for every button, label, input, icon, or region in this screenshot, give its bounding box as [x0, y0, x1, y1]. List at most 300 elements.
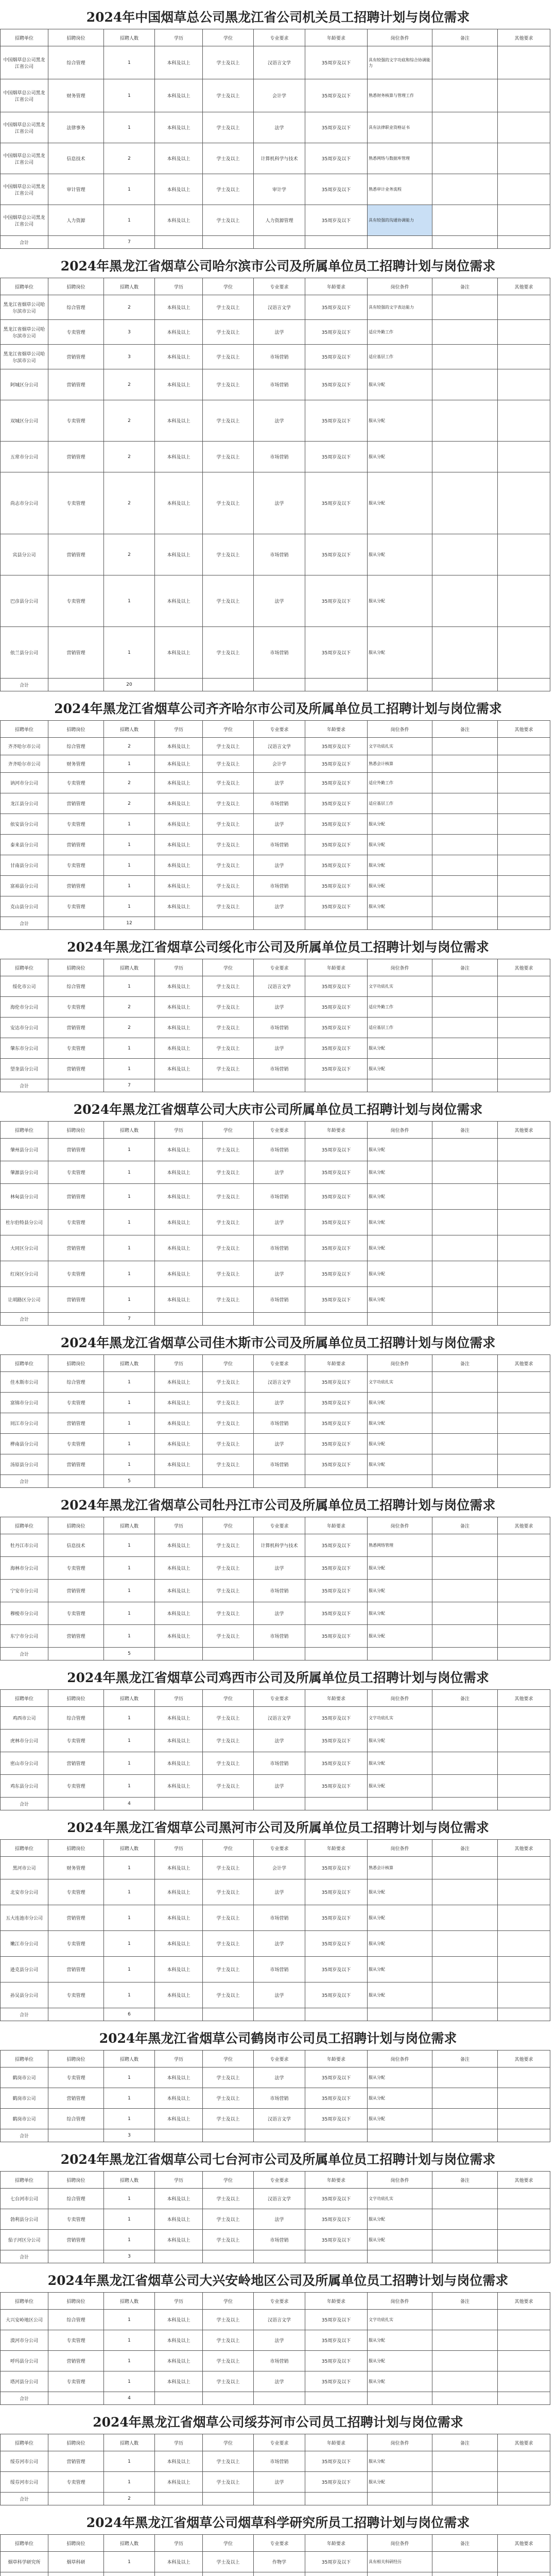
table-cell: 学士及以上 — [203, 896, 254, 917]
table-row — [1, 1393, 550, 1413]
table-cell: 杜尔伯特县分公司 — [1, 1210, 48, 1235]
total-row — [1, 2250, 550, 2263]
table-cell: 1 — [104, 835, 155, 855]
table-cell: 泰来县分公司 — [1, 835, 48, 855]
table-cell: 服从分配 — [368, 1879, 432, 1905]
table-cell: 学士及以上 — [203, 1454, 254, 1475]
table-cell: 学士及以上 — [203, 2230, 254, 2250]
table-cell: 专卖管理 — [48, 1261, 104, 1287]
section-title: 2024年黑龙江省烟草公司大兴安岭地区公司及所属单位员工招聘计划与岗位需求 — [47, 2273, 509, 2288]
table-row — [1, 1879, 550, 1905]
table-cell: 鹤岗市公司 — [1, 2088, 48, 2109]
table-cell — [155, 2572, 203, 2576]
recruitment-section — [0, 256, 556, 691]
table-cell: 营销管理 — [48, 1625, 104, 1648]
column-header: 学历 — [155, 1517, 203, 1534]
table-row — [1, 2371, 550, 2392]
column-header: 招聘人数 — [104, 1122, 155, 1139]
table-cell: 1 — [104, 1982, 155, 2008]
column-header: 岗位条件 — [368, 1122, 432, 1139]
table-cell: 具有较强的文字功底和综合协调能力 — [368, 46, 432, 79]
table-cell: 1 — [104, 1210, 155, 1235]
table-cell — [305, 917, 368, 930]
table-cell: 1 — [104, 2189, 155, 2209]
recruitment-table — [0, 2434, 550, 2505]
table-header-row — [1, 2050, 550, 2067]
total-count: 7 — [104, 1079, 155, 1092]
table-cell: 专卖管理 — [48, 1730, 104, 1752]
table-cell — [432, 1857, 498, 1879]
table-cell: 综合管理 — [48, 295, 104, 320]
table-cell — [254, 2493, 305, 2505]
table-cell: 学士及以上 — [203, 174, 254, 205]
table-cell — [432, 2088, 498, 2109]
total-count: 5 — [104, 1648, 155, 1660]
table-cell: 学士及以上 — [203, 738, 254, 755]
column-header: 招聘人数 — [104, 1517, 155, 1534]
table-cell — [432, 1235, 498, 1261]
table-header-row — [1, 1122, 550, 1139]
table-cell: 黑龙江省烟草公司哈尔滨市公司 — [1, 295, 48, 320]
table-cell: 本科及以上 — [155, 1059, 203, 1079]
table-row — [1, 976, 550, 997]
table-cell: 服从分配 — [368, 1730, 432, 1752]
table-cell: 学士及以上 — [203, 755, 254, 773]
table-cell: 35周岁及以下 — [305, 79, 368, 112]
table-cell: 学士及以上 — [203, 1210, 254, 1235]
table-row — [1, 1625, 550, 1648]
table-cell: 1 — [104, 1372, 155, 1393]
table-cell — [498, 755, 550, 773]
column-header: 学位 — [203, 2050, 254, 2067]
table-row — [1, 2088, 550, 2109]
table-cell — [432, 1261, 498, 1287]
column-header: 其他要求 — [498, 2434, 550, 2451]
table-cell — [498, 1038, 550, 1059]
table-cell: 市场营销 — [254, 1957, 305, 1982]
column-header: 年龄要求 — [305, 1355, 368, 1372]
table-cell: 具有较强的文字表达能力 — [368, 295, 432, 320]
total-label: 合计 — [1, 2008, 48, 2021]
table-row — [1, 369, 550, 400]
column-header: 专业要求 — [254, 2434, 305, 2451]
section-title: 2024年黑龙江省烟草公司齐齐哈尔市公司及所属单位员工招聘计划与岗位需求 — [54, 701, 502, 716]
table-cell — [498, 345, 550, 369]
table-cell: 法学 — [254, 1038, 305, 1059]
table-cell: 35周岁及以下 — [305, 1931, 368, 1957]
table-cell: 35周岁及以下 — [305, 1413, 368, 1434]
table-cell: 2 — [104, 1018, 155, 1038]
table-cell — [305, 1475, 368, 1488]
table-cell — [203, 2129, 254, 2142]
table-cell — [498, 205, 550, 236]
table-cell — [432, 295, 498, 320]
table-cell: 熟悉审计业务流程 — [368, 174, 432, 205]
table-row — [1, 997, 550, 1018]
table-row — [1, 1434, 550, 1454]
total-count: 6 — [104, 2008, 155, 2021]
table-cell: 学士及以上 — [203, 773, 254, 793]
column-header: 招聘单位 — [1, 721, 48, 738]
table-cell: 35周岁及以下 — [305, 1038, 368, 1059]
table-cell — [498, 917, 550, 930]
table-cell: 市场营销 — [254, 1413, 305, 1434]
table-cell: 鹤岗市公司 — [1, 2109, 48, 2129]
table-cell: 35周岁及以下 — [305, 575, 368, 627]
recruitment-section — [0, 7, 556, 249]
table-cell: 本科及以上 — [155, 79, 203, 112]
table-cell: 1 — [104, 876, 155, 896]
column-header: 年龄要求 — [305, 2434, 368, 2451]
table-cell — [498, 1534, 550, 1557]
table-cell: 1 — [104, 2310, 155, 2330]
table-cell: 1 — [104, 1261, 155, 1287]
table-cell: 法学 — [254, 1434, 305, 1454]
column-header: 学历 — [155, 1122, 203, 1139]
table-cell: 海林市分公司 — [1, 1557, 48, 1580]
table-cell: 汉语言文学 — [254, 46, 305, 79]
column-header: 招聘岗位 — [48, 959, 104, 976]
column-header: 招聘人数 — [104, 2535, 155, 2552]
table-cell: 宾县分公司 — [1, 534, 48, 575]
table-row — [1, 1602, 550, 1625]
table-cell: 绥芬河市公司 — [1, 2451, 48, 2472]
column-header: 学位 — [203, 2434, 254, 2451]
table-cell — [498, 534, 550, 575]
table-cell: 学士及以上 — [203, 814, 254, 835]
table-cell: 营销管理 — [48, 345, 104, 369]
table-cell: 服从分配 — [368, 1139, 432, 1161]
table-cell: 服从分配 — [368, 1038, 432, 1059]
table-cell: 服从分配 — [368, 1059, 432, 1079]
table-cell — [305, 2008, 368, 2021]
table-cell: 市场营销 — [254, 1454, 305, 1475]
table-cell — [432, 2493, 498, 2505]
table-cell: 市场营销 — [254, 793, 305, 814]
table-cell — [432, 755, 498, 773]
table-cell — [48, 917, 104, 930]
column-header: 学历 — [155, 959, 203, 976]
column-header: 其他要求 — [498, 1122, 550, 1139]
table-cell: 市场营销 — [254, 876, 305, 896]
table-cell: 市场营销 — [254, 1059, 305, 1079]
table-cell: 综合管理 — [48, 976, 104, 997]
column-header: 学位 — [203, 1122, 254, 1139]
table-cell — [203, 1798, 254, 1810]
table-cell — [498, 575, 550, 627]
table-row — [1, 2310, 550, 2330]
table-cell — [432, 2250, 498, 2263]
table-cell: 市场营销 — [254, 2451, 305, 2472]
table-cell — [498, 1313, 550, 1326]
table-cell: 法学 — [254, 1730, 305, 1752]
table-cell: 35周岁及以下 — [305, 2552, 368, 2572]
table-cell: 35周岁及以下 — [305, 46, 368, 79]
table-cell — [203, 679, 254, 691]
table-cell — [432, 442, 498, 472]
table-cell: 1 — [104, 1557, 155, 1580]
table-cell: 学士及以上 — [203, 1557, 254, 1580]
table-cell: 文字功底扎实 — [368, 1372, 432, 1393]
table-cell: 法学 — [254, 2371, 305, 2392]
table-cell: 肇源县分公司 — [1, 1161, 48, 1184]
column-header: 招聘单位 — [1, 2172, 48, 2189]
table-cell — [432, 773, 498, 793]
table-cell: 本科及以上 — [155, 1625, 203, 1648]
table-cell — [305, 1648, 368, 1660]
table-cell: 学士及以上 — [203, 627, 254, 679]
table-cell: 市场营销 — [254, 1752, 305, 1775]
table-cell: 本科及以上 — [155, 1905, 203, 1931]
table-cell: 35周岁及以下 — [305, 1434, 368, 1454]
table-cell: 服从分配 — [368, 835, 432, 855]
table-cell — [305, 2129, 368, 2142]
table-cell: 服从分配 — [368, 2351, 432, 2371]
table-cell — [432, 345, 498, 369]
table-cell — [498, 1879, 550, 1905]
table-cell — [368, 2572, 432, 2576]
table-cell — [498, 855, 550, 876]
table-cell: 本科及以上 — [155, 1372, 203, 1393]
column-header: 备注 — [432, 1355, 498, 1372]
table-header-row — [1, 2434, 550, 2451]
table-cell: 35周岁及以下 — [305, 2472, 368, 2493]
column-header: 备注 — [432, 1517, 498, 1534]
table-cell: 北安市分公司 — [1, 1879, 48, 1905]
table-cell — [48, 236, 104, 249]
table-cell — [432, 320, 498, 345]
table-cell: 大兴安岭地区公司 — [1, 2310, 48, 2330]
total-row — [1, 236, 550, 249]
table-cell: 市场营销 — [254, 1905, 305, 1931]
table-cell: 烟草科研 — [48, 2552, 104, 2572]
column-header: 备注 — [432, 2172, 498, 2189]
table-cell — [498, 1475, 550, 1488]
table-cell: 法学 — [254, 2472, 305, 2493]
table-cell — [498, 1982, 550, 2008]
table-cell: 逊克县分公司 — [1, 1957, 48, 1982]
table-row — [1, 738, 550, 755]
column-header: 备注 — [432, 2535, 498, 2552]
table-cell: 2 — [104, 793, 155, 814]
table-cell: 35周岁及以下 — [305, 755, 368, 773]
table-row — [1, 1931, 550, 1957]
table-cell — [432, 2067, 498, 2088]
table-cell: 本科及以上 — [155, 1707, 203, 1730]
column-header: 年龄要求 — [305, 29, 368, 46]
total-label: 合计 — [1, 2493, 48, 2505]
column-header: 年龄要求 — [305, 1122, 368, 1139]
table-cell: 35周岁及以下 — [305, 2451, 368, 2472]
table-cell: 2 — [104, 997, 155, 1018]
column-header: 招聘人数 — [104, 2172, 155, 2189]
table-cell: 1 — [104, 1752, 155, 1775]
table-cell: 大同区分公司 — [1, 1235, 48, 1261]
column-header: 招聘单位 — [1, 1840, 48, 1857]
table-cell: 专卖管理 — [48, 2330, 104, 2351]
table-cell: 依安县分公司 — [1, 814, 48, 835]
table-cell — [498, 1931, 550, 1957]
table-cell: 1 — [104, 1235, 155, 1261]
table-cell — [254, 1798, 305, 1810]
table-cell: 学士及以上 — [203, 320, 254, 345]
table-cell: 本科及以上 — [155, 2552, 203, 2572]
table-cell: 营销管理 — [48, 1957, 104, 1982]
column-header: 招聘岗位 — [48, 278, 104, 295]
table-cell — [305, 2572, 368, 2576]
table-cell — [498, 1798, 550, 1810]
table-row — [1, 320, 550, 345]
table-cell: 35周岁及以下 — [305, 320, 368, 345]
table-cell — [498, 2371, 550, 2392]
column-header: 岗位条件 — [368, 1355, 432, 1372]
table-cell — [48, 1313, 104, 1326]
table-cell — [498, 46, 550, 79]
table-cell: 服从分配 — [368, 1957, 432, 1982]
table-cell: 35周岁及以下 — [305, 534, 368, 575]
table-cell: 综合管理 — [48, 2109, 104, 2129]
table-row — [1, 1557, 550, 1580]
column-header: 学历 — [155, 1840, 203, 1857]
column-header: 招聘人数 — [104, 278, 155, 295]
table-cell — [432, 997, 498, 1018]
table-cell: 服从分配 — [368, 472, 432, 534]
total-count: 3 — [104, 2250, 155, 2263]
table-cell — [498, 2552, 550, 2572]
column-header: 岗位条件 — [368, 2172, 432, 2189]
recruitment-table — [0, 1839, 550, 2021]
table-cell: 汉语言文学 — [254, 295, 305, 320]
table-cell: 市场营销 — [254, 1139, 305, 1161]
table-cell: 服从分配 — [368, 1752, 432, 1775]
table-row — [1, 112, 550, 143]
table-cell: 本科及以上 — [155, 2230, 203, 2250]
table-cell — [432, 2392, 498, 2405]
table-cell: 35周岁及以下 — [305, 1261, 368, 1287]
table-cell — [432, 1957, 498, 1982]
table-cell — [432, 1313, 498, 1326]
table-cell — [254, 2250, 305, 2263]
table-cell — [432, 174, 498, 205]
table-cell: 35周岁及以下 — [305, 1707, 368, 1730]
table-cell — [498, 1079, 550, 1092]
table-cell — [498, 1905, 550, 1931]
table-cell: 绥化市公司 — [1, 976, 48, 997]
table-cell — [432, 793, 498, 814]
table-cell: 安达市分公司 — [1, 1018, 48, 1038]
table-cell: 营销管理 — [48, 369, 104, 400]
table-cell: 市场营销 — [254, 2230, 305, 2250]
column-header: 岗位条件 — [368, 1840, 432, 1857]
table-cell: 专卖管理 — [48, 575, 104, 627]
table-row — [1, 855, 550, 876]
table-cell: 服从分配 — [368, 400, 432, 442]
table-cell: 汉语言文学 — [254, 2310, 305, 2330]
table-cell: 专卖管理 — [48, 1434, 104, 1454]
table-cell: 35周岁及以下 — [305, 1905, 368, 1931]
table-cell: 学士及以上 — [203, 1038, 254, 1059]
table-cell: 专卖管理 — [48, 773, 104, 793]
table-cell — [203, 2572, 254, 2576]
table-cell: 信息技术 — [48, 1534, 104, 1557]
table-row — [1, 295, 550, 320]
table-cell: 法学 — [254, 896, 305, 917]
table-cell — [498, 472, 550, 534]
column-header: 招聘岗位 — [48, 2172, 104, 2189]
column-header: 其他要求 — [498, 2293, 550, 2310]
table-cell: 依兰县分公司 — [1, 627, 48, 679]
table-cell: 35周岁及以下 — [305, 1210, 368, 1235]
table-cell: 35周岁及以下 — [305, 1580, 368, 1602]
table-cell: 综合管理 — [48, 2310, 104, 2330]
recruitment-table — [0, 2050, 550, 2142]
table-cell — [432, 2552, 498, 2572]
column-header: 岗位条件 — [368, 1690, 432, 1707]
table-cell — [432, 1752, 498, 1775]
column-header: 专业要求 — [254, 2050, 305, 2067]
table-header-row — [1, 1690, 550, 1707]
table-cell: 营销管理 — [48, 1413, 104, 1434]
total-label: 合计 — [1, 236, 48, 249]
table-cell: 1 — [104, 896, 155, 917]
table-cell: 服从分配 — [368, 855, 432, 876]
table-cell — [48, 2250, 104, 2263]
table-cell — [203, 1648, 254, 1660]
table-cell: 服从分配 — [368, 2371, 432, 2392]
table-cell — [432, 1625, 498, 1648]
table-cell: 学士及以上 — [203, 1161, 254, 1184]
table-cell: 35周岁及以下 — [305, 773, 368, 793]
table-cell: 本科及以上 — [155, 755, 203, 773]
table-cell — [254, 236, 305, 249]
column-header: 年龄要求 — [305, 2293, 368, 2310]
table-cell: 法学 — [254, 472, 305, 534]
table-cell — [498, 1957, 550, 1982]
column-header: 备注 — [432, 29, 498, 46]
table-cell: 本科及以上 — [155, 876, 203, 896]
table-row — [1, 174, 550, 205]
table-cell: 鹤岗市公司 — [1, 2067, 48, 2088]
recruitment-section — [0, 2513, 556, 2576]
total-count: 7 — [104, 1313, 155, 1326]
table-cell — [432, 679, 498, 691]
table-cell — [254, 917, 305, 930]
table-cell: 适应外勤工作 — [368, 773, 432, 793]
table-cell: 营销管理 — [48, 1184, 104, 1210]
column-header: 专业要求 — [254, 29, 305, 46]
table-row — [1, 1905, 550, 1931]
table-header-row — [1, 2535, 550, 2552]
table-cell — [305, 679, 368, 691]
table-cell — [498, 79, 550, 112]
table-cell: 本科及以上 — [155, 143, 203, 174]
table-cell — [498, 896, 550, 917]
table-cell — [432, 1184, 498, 1210]
total-label: 合计 — [1, 2250, 48, 2263]
table-cell: 学士及以上 — [203, 835, 254, 855]
column-header: 专业要求 — [254, 1355, 305, 1372]
table-cell — [254, 2572, 305, 2576]
total-row — [1, 1648, 550, 1660]
table-cell: 法学 — [254, 1931, 305, 1957]
column-header: 备注 — [432, 1840, 498, 1857]
section-title: 2024年黑龙江省烟草公司黑河市公司及所属单位员工招聘计划与岗位需求 — [67, 1820, 489, 1835]
table-cell — [498, 2310, 550, 2330]
table-cell: 本科及以上 — [155, 1857, 203, 1879]
column-header: 年龄要求 — [305, 2535, 368, 2552]
table-cell — [498, 773, 550, 793]
table-cell — [203, 917, 254, 930]
